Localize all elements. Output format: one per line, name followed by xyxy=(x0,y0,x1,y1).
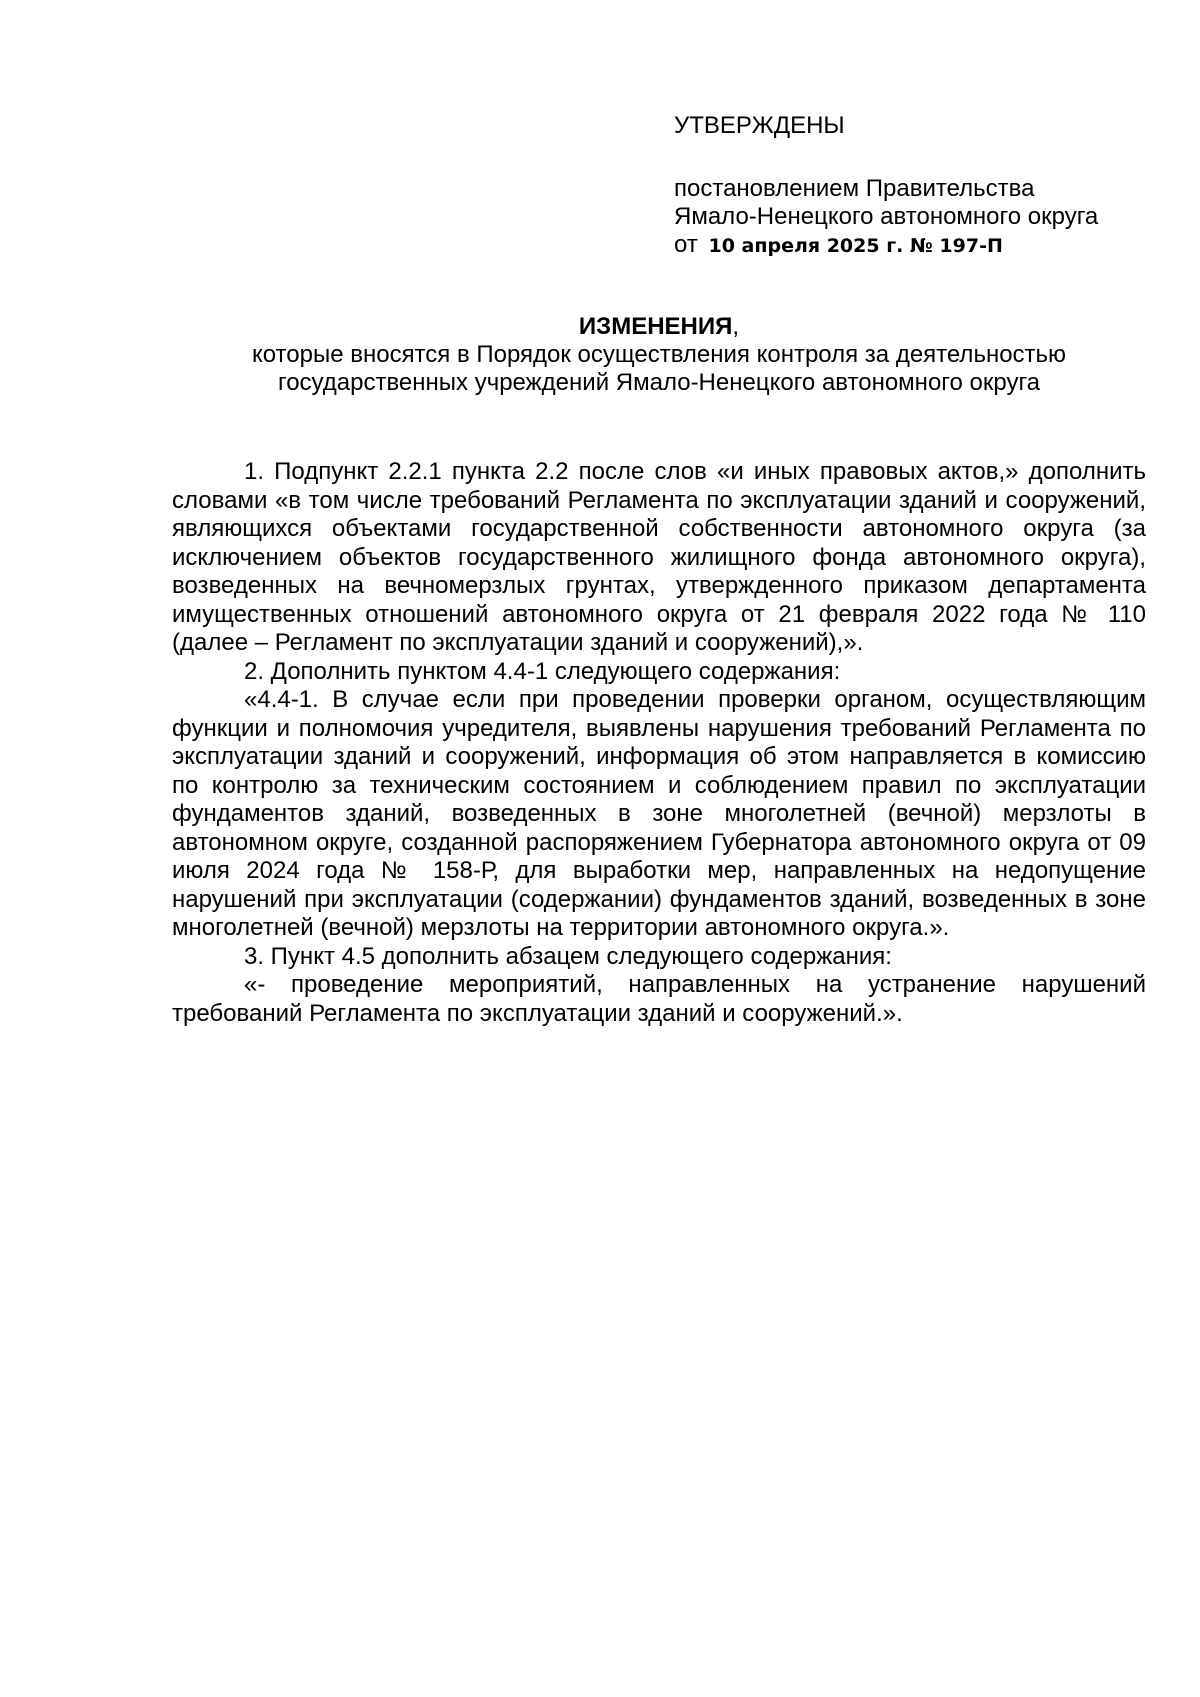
document-title xyxy=(172,313,1146,341)
approval-stamp-title: УТВЕРЖДЕНЫ xyxy=(674,112,845,139)
body-paragraph-2: 2. Дополнить пунктом 4.4-1 следующего содержания: xyxy=(244,657,841,685)
document-title-comma: , xyxy=(732,313,740,340)
decree-date-line xyxy=(674,231,1174,260)
body-paragraph-1: 1. Подпункт 2.2.1 пункта 2.2 после слов «и иных правовых актов,» дополнить словами «в том числе требований Регламента по эксплуатации зданий и сооружений, являющихся объектами государственной собственности автономного округа (за исключением объектов государственного жилищного фонда автономного округа), возведенных на вечномерзлых грунтах, утвержденного приказом департамента имущественных отношений автономного округа от 21 февраля 2022 года № 110 (далее – Регламент по эксплуатации зданий и сооружений),». xyxy=(172,458,1146,656)
document-heading xyxy=(172,313,1146,397)
document-title-text: ИЗМЕНЕНИЯ xyxy=(578,313,733,340)
body-paragraph-3: «4.4-1. В случае если при проведении проверки органом, осуществляющим функции и полномочия учредителя, выявлены нарушения требований Регламента по эксплуатации зданий и сооружений, информация об этом направляется в комиссию по контролю за техническим состоянием и соблюдением правил по эксплуатации фундаментов зданий, возведенных в зоне многолетней (вечной) мерзлоты в автономном округе, созданной распоряжением Губернатора автономного округа от 09 июля 2024 года № 158-Р, для выработки мер, направленных на недопущение нарушений при эксплуатации (содержании) фундаментов зданий, возведенных в зоне многолетней (вечной) мерзлоты на территории автономного округа.». xyxy=(172,686,1146,941)
decree-line-2: Ямало-Ненецкого автономного округа xyxy=(674,203,1099,230)
decree-date-prefix: от xyxy=(674,231,698,258)
approval-block xyxy=(674,112,1174,260)
body-paragraph-4: 3. Пункт 4.5 дополнить абзацем следующего содержания: xyxy=(244,942,892,970)
decree-line-1: постановлением Правительства xyxy=(674,175,1035,202)
document-subtitle-line-2: государственных учреждений Ямало-Ненецкого автономного округа xyxy=(277,369,1041,396)
body-paragraph-5: «- проведение мероприятий, направленных на устранение нарушений требований Регламента по эксплуатации зданий и сооружений.». xyxy=(172,971,1146,1027)
document-body xyxy=(172,458,1146,1028)
decree-date-value: 10 апреля 2025 г. № 197-П xyxy=(708,235,1003,257)
document-subtitle-line-1: которые вносятся в Порядок осуществления контроля за деятельностью xyxy=(251,341,1067,368)
